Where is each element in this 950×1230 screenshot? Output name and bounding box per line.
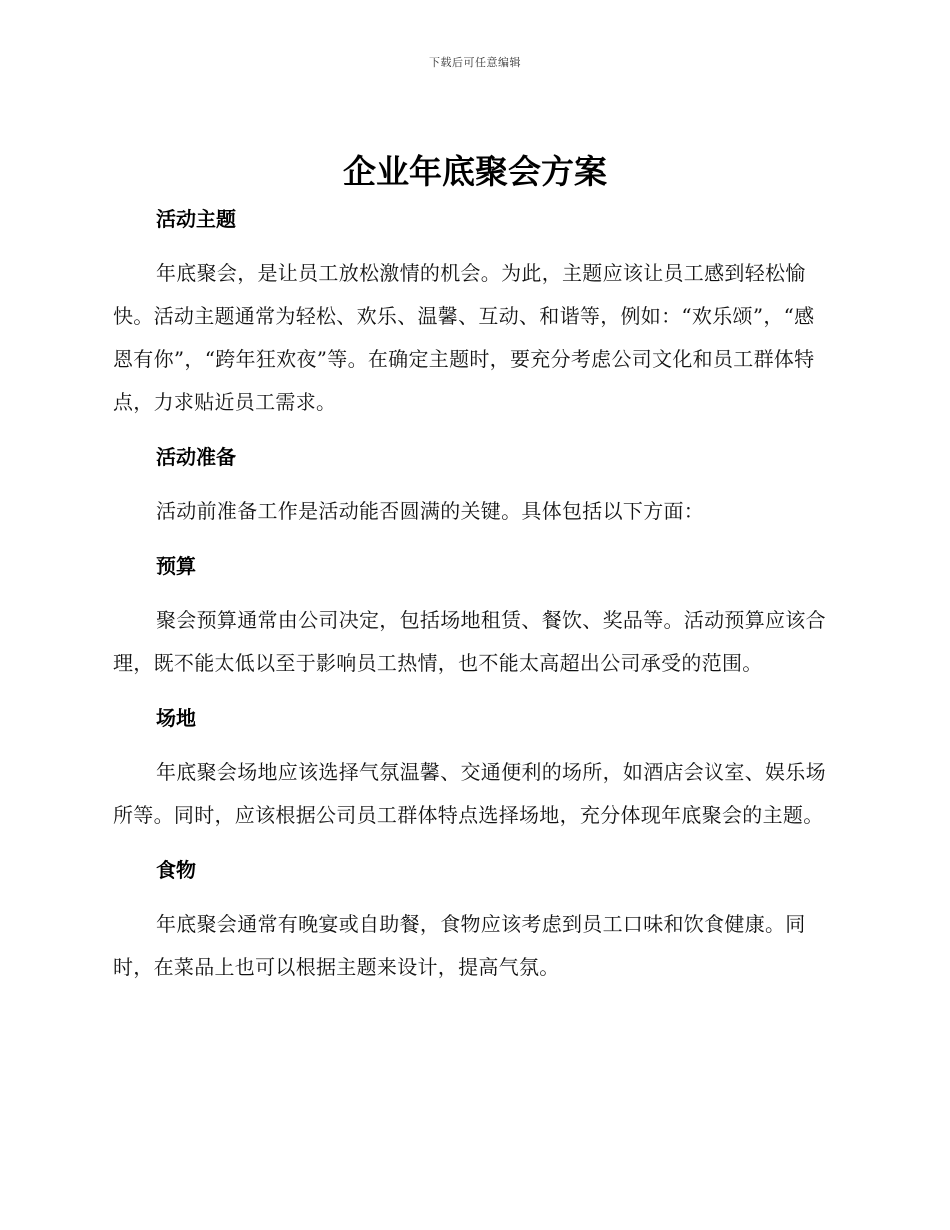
document-title: 企业年底聚会方案 <box>343 152 607 191</box>
header-note: 下载后可任意编辑 <box>429 56 521 69</box>
section-heading-preparation: 活动准备 <box>156 445 236 469</box>
section-paragraph-theme: 年底聚会，是让员工放松激情的机会。为此，主题应该让员工感到轻松愉快。活动主题通常为轻松、欢乐、温馨、互动、和谐等，例如：“欢乐颂”，“感恩有你”，“跨年狂欢夜”等。在确定主题时，要充分考虑公司文化和员工群体特点，力求贴近员工需求。 <box>113 261 815 414</box>
section-paragraph-food: 年底聚会通常有晚宴或自助餐，食物应该考虑到员工口味和饮食健康。同时，在菜品上也可以根据主题来设计，提高气氛。 <box>113 912 806 979</box>
section-paragraph-venue: 年底聚会场地应该选择气氛温馨、交通便利的场所，如酒店会议室、娱乐场所等。同时，应该根据公司员工群体特点选择场地，充分体现年底聚会的主题。 <box>113 760 826 827</box>
section-heading-theme: 活动主题 <box>156 207 236 231</box>
section-paragraph-budget: 聚会预算通常由公司决定，包括场地租赁、餐饮、奖品等。活动预算应该合理，既不能太低以至于影响员工热情，也不能太高超出公司承受的范围。 <box>113 608 826 675</box>
section-heading-budget: 预算 <box>156 554 196 578</box>
section-heading-venue: 场地 <box>156 706 196 730</box>
section-paragraph-preparation: 活动前准备工作是活动能否圆满的关键。具体包括以下方面： <box>156 499 705 523</box>
document-body <box>113 198 833 989</box>
section-heading-food: 食物 <box>156 858 196 882</box>
